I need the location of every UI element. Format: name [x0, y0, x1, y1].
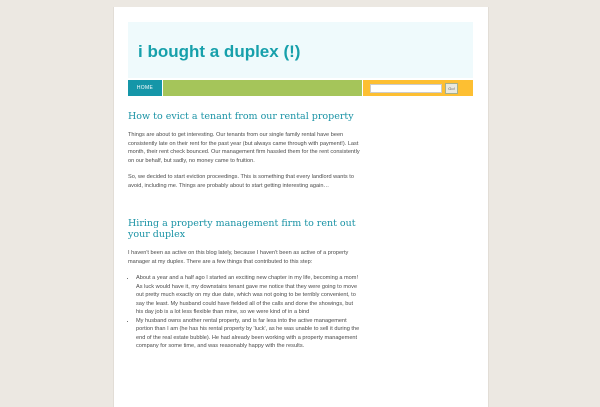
post-title[interactable]: Hiring a property management firm to rent out your duplex [128, 218, 356, 240]
nav-home-link[interactable]: HOME [128, 80, 162, 96]
post-paragraph: Things are about to get interesting. Our tenants from our single family rental have been consistently late on their rent for the past year (but always came through with payment!). Last month, their rent check bounced. Our management firm hassled them for the rent consistently on our behalf, but sadly, no money came to fruition. [128, 132, 360, 164]
main-content [128, 111, 360, 351]
site-header [128, 22, 473, 78]
search-button[interactable]: Go! [445, 83, 458, 94]
post-property-management [128, 218, 360, 351]
post-paragraph: So, we decided to start eviction proceedings. This is something that every landlord wants to avoid, including me. Things are probably about to start getting interesting again… [128, 174, 354, 189]
nav-spacer [163, 80, 362, 96]
search-input[interactable] [370, 84, 442, 93]
navigation-bar [128, 80, 473, 96]
page-container [113, 7, 489, 407]
post-title[interactable]: How to evict a tenant from our rental property [128, 111, 354, 122]
post-list [128, 274, 360, 351]
list-item: • About a year and a half ago I started an exciting new chapter in my life, becoming a mom! As luck would have it, my downstairs tenant gave me notice that they were going to move out pretty much exactly on my due date, which was not going to be terribly convenient, to say the least. My husband could have fielded all of the calls and done the showings, but his day job is a lot less flexible than mine, so we were kind of in a bind [136, 274, 360, 317]
search-area [363, 80, 473, 96]
site-title[interactable]: i bought a duplex (!) [138, 42, 301, 61]
post-eviction [128, 111, 360, 190]
list-item: • My husband owns another rental property, and is far less into the active management portion than I am (he has his rental property by 'luck', as he was unable to sell it during the end of the real estate bubble). He had already been working with a property management company for some time, and was reasonably happy with the results. [136, 317, 360, 351]
post-paragraph: I haven't been as active on this blog lately, because I haven't been as active of a property manager at my duplex. There are a few things that contributed to this step: [128, 250, 349, 265]
